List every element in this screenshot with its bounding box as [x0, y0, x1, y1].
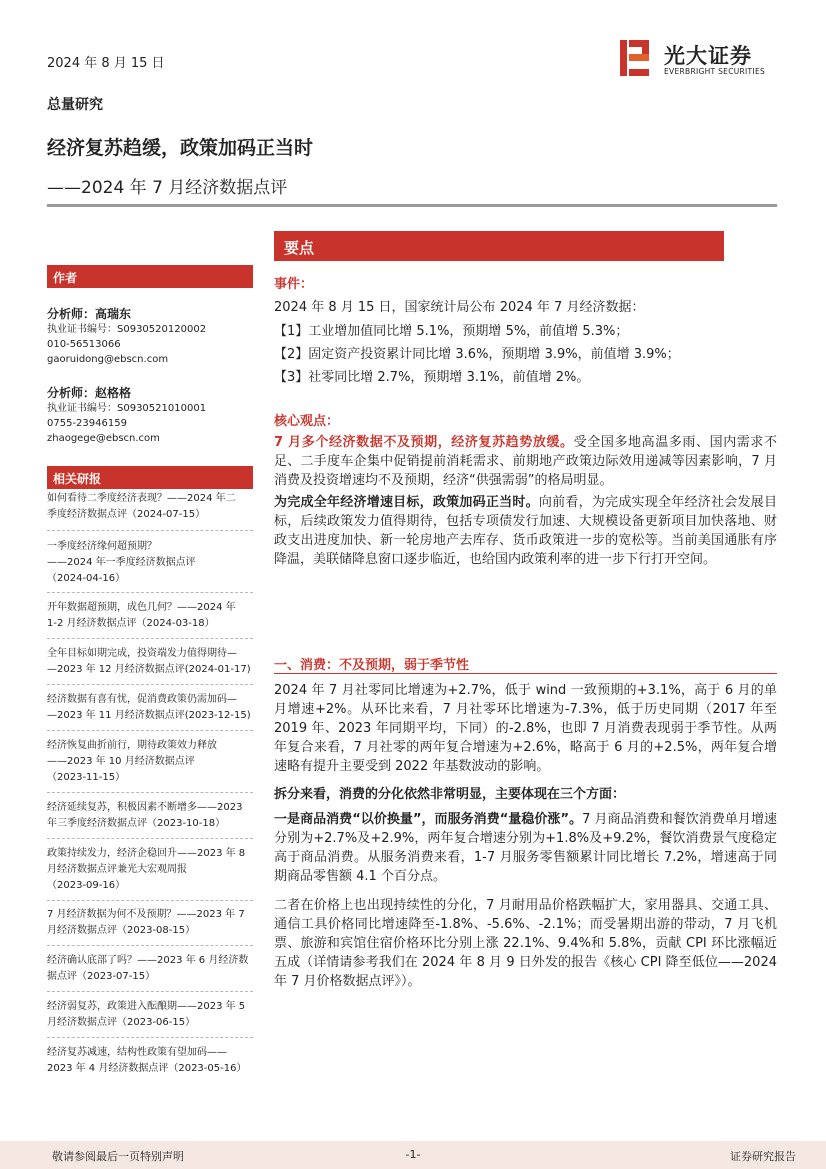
related-divider	[47, 991, 253, 992]
core-view-paragraph: 为完成全年经济增速目标，政策加码正当时。向前看，为完成实现全年经济社会发展目标，后续政策发力值得期待，包括专项债发行加速、大规模设备更新项目加快落地、财政支出进度加快、新一轮房地产去库存、货币政策进一步的宽松等。当前美国通胀有序降温，美联储降息窗口逐步临近，也给国内政策利率的进一步下行打开空间。	[274, 495, 777, 567]
related-divider	[47, 592, 253, 593]
sidebar-heading-author: 作者	[47, 265, 253, 287]
section-heading-key-points: 要点	[274, 231, 724, 261]
report-category: 总量研究	[47, 97, 103, 113]
related-divider	[47, 1037, 253, 1038]
analyst-email[interactable]: zhaogege@ebscn.com	[47, 433, 160, 444]
analyst-email[interactable]: gaoruidong@ebscn.com	[47, 354, 169, 365]
analyst-phone: 0755-23946159	[47, 418, 127, 429]
related-report-item[interactable]: 如何看待二季度经济表现？——2024 年二 季度经济数据点评（2024-07-15）	[47, 493, 236, 520]
event-item: 【2】固定资产投资累计同比增 3.6%，预期增 3.9%，前值增 3.9%；	[274, 347, 680, 362]
brand-logo	[618, 38, 778, 82]
section-title-consumption: 一、消费：不及预期，弱于季节性	[274, 658, 470, 673]
related-report-item[interactable]: 经济数据有喜有忧，促消费政策仍需加码— —2023 年 11 月经济数据点评(2023-12-15)	[47, 694, 251, 721]
event-item: 【3】社零同比增 2.7%，预期增 3.1%，前值增 2%。	[274, 370, 590, 385]
core-view-lead: 7 月多个经济数据不及预期，经济复苏趋势放缓。	[274, 435, 574, 450]
report-date: 2024 年 8 月 15 日	[47, 56, 165, 71]
related-report-item[interactable]: 经济复苏减速，结构性政策有望加码—— 2023 年 4 月经济数据点评（2023-05-16）	[47, 1047, 247, 1074]
related-report-item[interactable]: 开年数据超预期，成色几何？——2024 年 1-2 月经济数据点评（2024-03-18）	[47, 602, 236, 629]
consumption-summary: 拆分来看，消费的分化依然非常明显，主要体现在三个方面：	[274, 787, 626, 802]
section-underline	[274, 673, 777, 674]
related-report-item[interactable]: 7 月经济数据为何不及预期？——2023 年 7 月经济数据点评（2023-08-15）	[47, 909, 245, 936]
related-report-item[interactable]: 全年目标如期完成，投资端发力值得期待— —2023 年 12 月经济数据点评(2024-01-17)	[47, 648, 251, 675]
analyst-details	[47, 401, 206, 446]
related-report-item[interactable]: 政策持续发力，经济企稳回升——2023 年 8 月经济数据点评兼光大宏观周报 （2023-09-16）	[47, 848, 246, 891]
consumption-paragraph: 2024 年 7 月社零同比增速为+2.7%，低于 wind 一致预期的+3.1%，高于 6 月的单月增速+2%。从环比来看，7 月社零环比增速为-7.3%，低于历史同期（2017 年至 2019 年、2023 年同期平均，下同）的-2.8%，也即 7 月消费表现弱于季节性。从两年复合来看，7 月社零的两年复合增速为+2.6%，略高于 6 月的+2.5%，两年复合增速略有提升主要受到 2022 年基数波动的影响。	[274, 683, 777, 774]
report-subtitle: ——2024 年 7 月经济数据点评	[47, 178, 288, 198]
related-divider	[47, 638, 253, 639]
footer-disclaimer-link[interactable]: 敬请参阅最后一页特别声明	[52, 1150, 184, 1163]
analyst-phone: 010-56513066	[47, 339, 121, 350]
page-number: -1-	[405, 1148, 421, 1161]
related-report-item[interactable]: 经济弱复苏，政策进入酝酿期——2023 年 5 月经济数据点评（2023-06-15）	[47, 1001, 246, 1028]
core-view-lead: 为完成全年经济增速目标，政策加码正当时。	[274, 495, 539, 510]
logo-english-name: EVERBRIGHT SECURITIES	[664, 67, 766, 76]
related-report-item[interactable]: 经济延续复苏，积极因素不断增多——2023 年三季度经济数据点评（2023-10-18）	[47, 802, 243, 829]
analyst-name: 分析师：赵格格	[47, 386, 132, 400]
sidebar-divider	[47, 488, 253, 489]
related-divider	[47, 900, 253, 901]
footer-report-type: 证券研究报告	[730, 1150, 796, 1163]
analyst-cert: 执业证书编号：S0930520120002	[47, 324, 207, 335]
sidebar-heading-related: 相关研报	[47, 466, 253, 488]
analyst-details	[47, 322, 206, 367]
related-divider	[47, 838, 253, 839]
consumption-paragraph: 二者在价格上也出现持续性的分化，7 月耐用品价格跌幅扩大，家用器具、交通工具、通信工具价格同比增速降至-1.8%、-5.6%、-2.1%；而受暑期出游的带动，7 月飞机票、旅游和宾馆住宿价格环比分别上涨 22.1%、9.4%和 5.8%，贡献 CPI 环比涨幅近五成（详情请参考我们在 2024 年 8 月 9 日外发的报告《核心 CPI 降至低位——2024 年 7 月价格数据点评》）。	[274, 898, 777, 989]
logo-chinese-name: 光大证券	[664, 44, 752, 68]
header-divider	[47, 204, 777, 207]
analyst-cert: 执业证书编号：S0930521010001	[47, 403, 207, 414]
report-title: 经济复苏趋缓，政策加码正当时	[47, 137, 314, 159]
related-divider	[47, 730, 253, 731]
core-view-paragraph: 7 月多个经济数据不及预期，经济复苏趋势放缓。受全国多地高温多雨、国内需求不足、二手度车企集中促销提前消耗需求、前期地产政策边际效用递减等因素影响，7 月消费及投资增速均不及预期，经济“供强需弱”的格局明显。	[274, 435, 777, 488]
related-report-item[interactable]: 经济恢复曲折前行，期待政策效力释放 ——2023 年 10 月经济数据点评 （2023-11-15）	[47, 740, 217, 783]
consumption-paragraph: 一是商品消费“以价换量”，而服务消费“量稳价涨”。7 月商品消费和餐饮消费单月增速分别为+2.7%及+2.9%，两年复合增速分别为+1.8%及+9.2%，餐饮消费景气度稳定高于商品消费。从服务消费来看，1-7 月服务零售额累计同比增长 7.2%，增速高于同期商品零售额 4.1 个百分点。	[274, 812, 777, 884]
related-report-item[interactable]: 经济确认底部了吗？——2023 年 6 月经济数 据点评（2023-07-15）	[47, 955, 249, 982]
analyst-name: 分析师：高瑞东	[47, 307, 132, 321]
related-divider	[47, 945, 253, 946]
core-view-heading: 核心观点：	[274, 414, 340, 429]
sidebar-divider	[47, 287, 253, 288]
related-divider	[47, 530, 253, 531]
event-heading: 事件：	[274, 277, 314, 292]
related-divider	[47, 792, 253, 793]
everbright-logo-icon	[618, 38, 654, 78]
event-intro: 2024 年 8 月 15 日，国家统计局公布 2024 年 7 月经济数据：	[274, 300, 645, 315]
event-item: 【1】工业增加值同比增 5.1%，预期增 5%，前值增 5.3%；	[274, 324, 629, 339]
related-divider	[47, 684, 253, 685]
related-report-item[interactable]: 一季度经济缘何超预期？ ——2024 年一季度经济数据点评 （2024-04-16）	[47, 541, 196, 584]
